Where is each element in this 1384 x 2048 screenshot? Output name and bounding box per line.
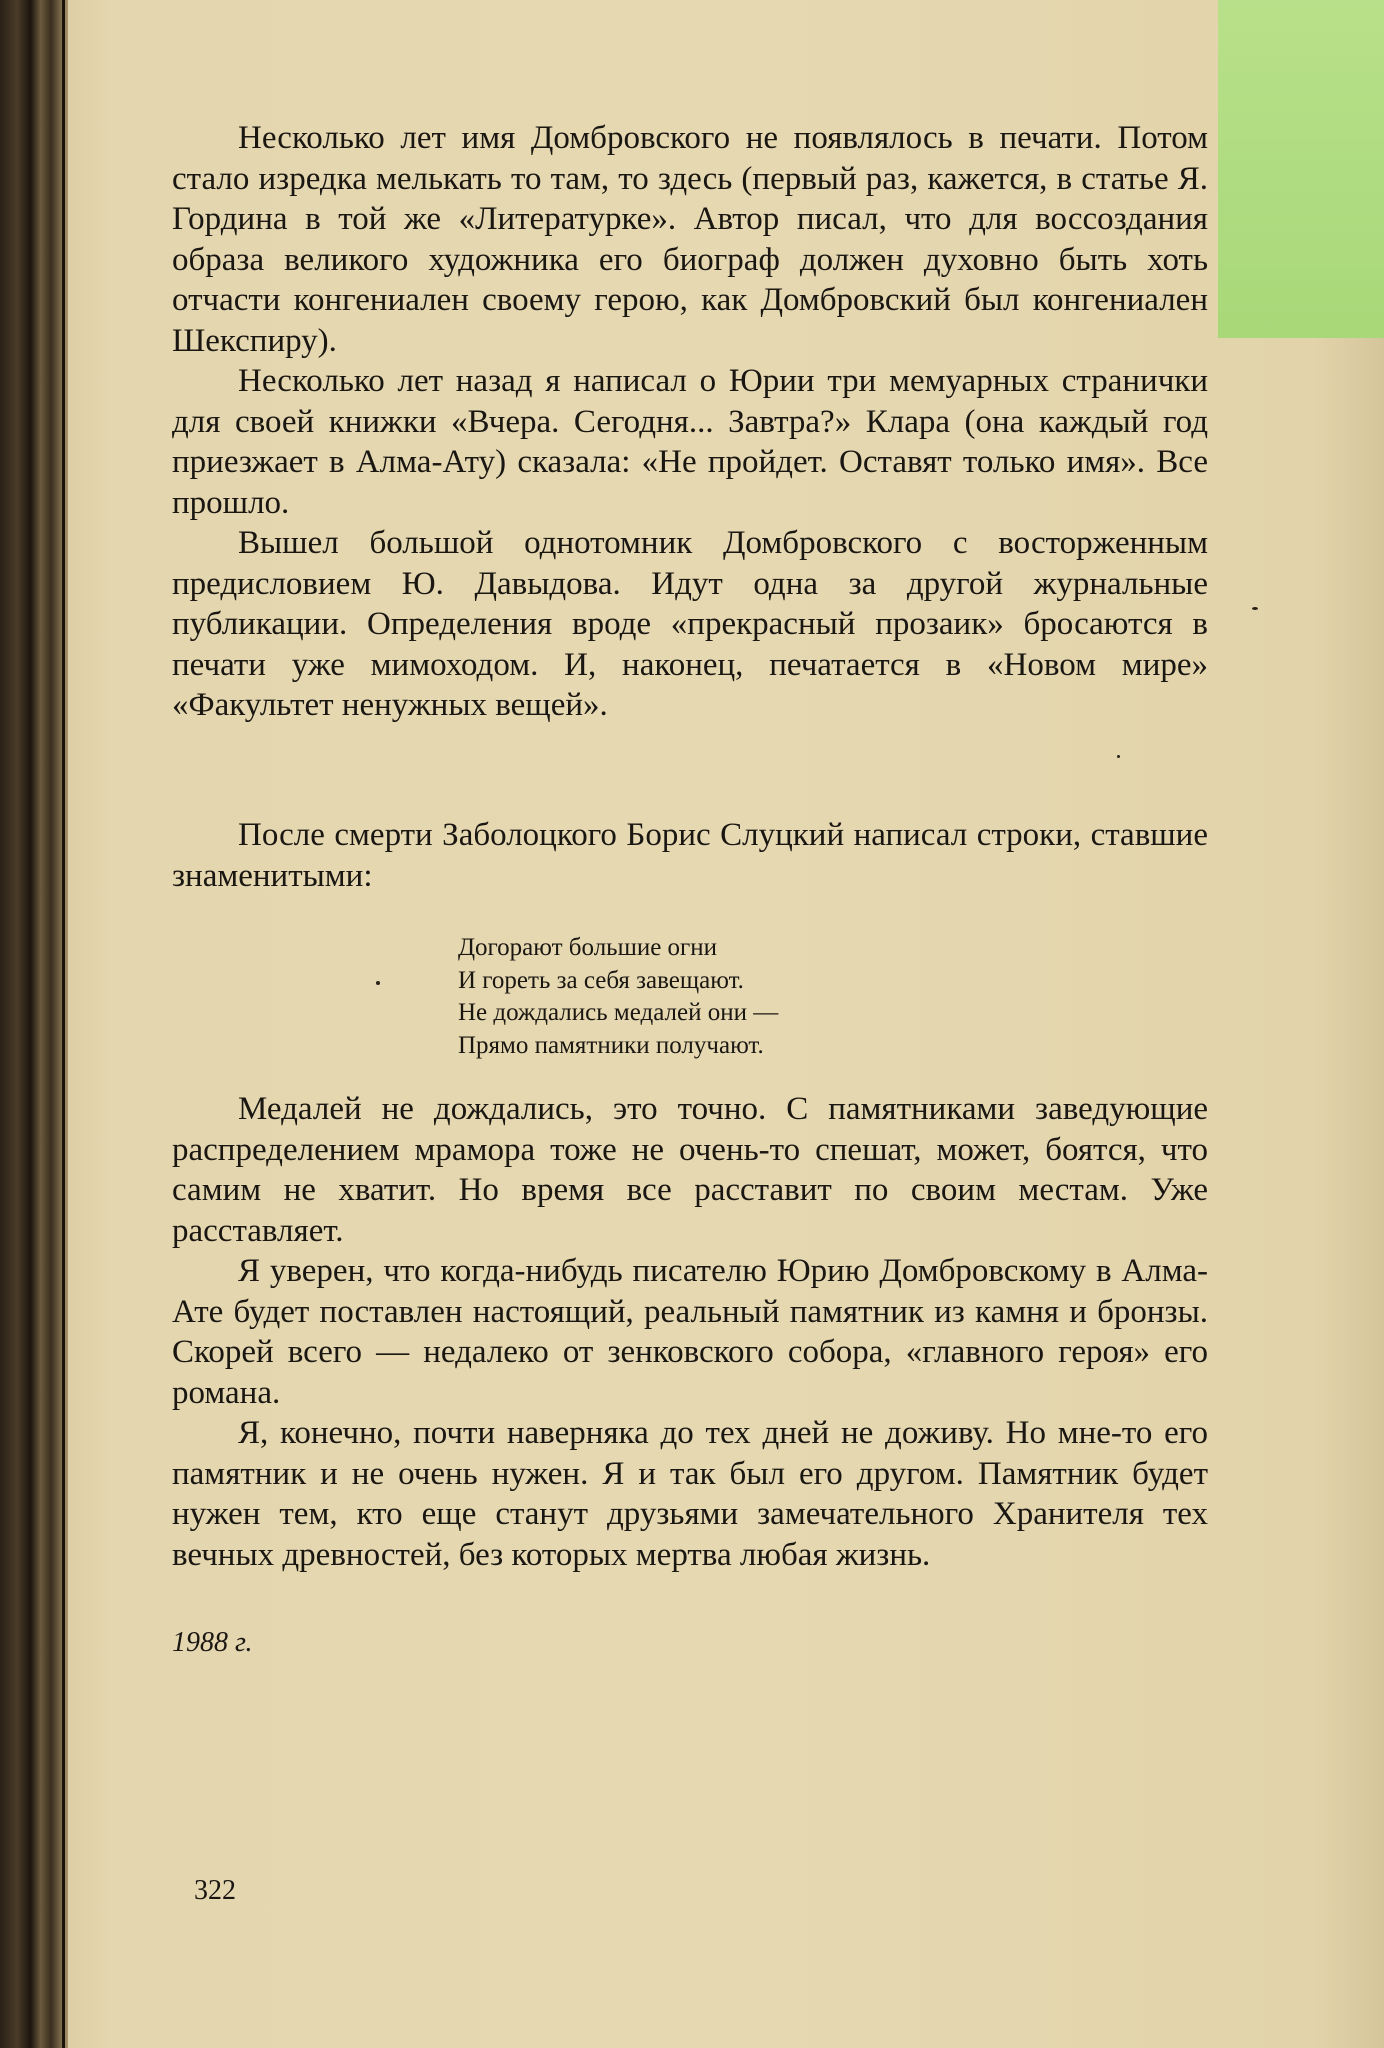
print-speck bbox=[376, 981, 380, 985]
poem-quote bbox=[458, 932, 778, 1062]
paragraph: Я, конечно, почти наверняка до тех дней не доживу. Но мне-то его памятник и не очень нужен. Я и так был его другом. Памятник будет нужен тем, кто еще станут друзьями замечательного Хранителя тех вечных древностей, без которых мертва любая жизнь. bbox=[172, 1415, 1208, 1573]
print-speck bbox=[1252, 607, 1258, 610]
text-block-3 bbox=[172, 1089, 1208, 1575]
paragraph: Медалей не дождались, это точно. С памятниками заведующие распределением мрамора тоже не очень-то спешат, может, боятся, что самим не хватит. Но время все расставит по своим местам. Уже расставляет. bbox=[172, 1091, 1208, 1249]
print-speck bbox=[1117, 755, 1120, 758]
page-edge bbox=[62, 0, 65, 2048]
text-block-2 bbox=[172, 815, 1208, 896]
poem-line: Догорают большие огни bbox=[458, 934, 718, 961]
poem-line: Не дождались медалей они — bbox=[458, 999, 779, 1026]
date-signature: 1988 г. bbox=[172, 1627, 253, 1658]
poem-line: И гореть за себя завещают. bbox=[458, 966, 744, 994]
paragraph: После смерти Заболоцкого Борис Слуцкий написал строки, ставшие знаменитыми: bbox=[172, 817, 1208, 894]
text-block-1 bbox=[172, 118, 1208, 726]
paragraph: Несколько лет назад я написал о Юрии три мемуарных странички для своей книжки «Вчера. Сегодня... Завтра?» Клара (она каждый год приезжает в Алма-Ату) сказала: «Не пройдет. Оставят только имя». Все прошло. bbox=[172, 363, 1208, 521]
paragraph: Вышел большой однотомник Домбровского с восторженным предисловием Ю. Давыдова. Идут одна за другой журнальные публикации. Определения вроде «прекрасный прозаик» бросаются в печати уже мимоходом. И, наконец, печатается в «Новом мире» «Факультет ненужных вещей». bbox=[172, 525, 1208, 723]
paragraph: Я уверен, что когда-нибудь писателю Юрию Домбровскому в Алма-Ате будет поставлен настоящий, реальный памятник из камня и бронзы. Скорей всего — недалеко от зенковского собора, «главного героя» его романа. bbox=[172, 1253, 1208, 1411]
sticky-note-tab bbox=[1218, 0, 1384, 338]
book-spine bbox=[0, 0, 68, 2048]
page-number: 322 bbox=[194, 1875, 236, 1906]
poem-line: Прямо памятники получают. bbox=[458, 1031, 764, 1059]
paragraph: Несколько лет имя Домбровского не появлялось в печати. Потом стало изредка мелькать то там, то здесь (первый раз, кажется, в статье Я. Гордина в той же «Литературке». Автор писал, что для воссоздания образа великого художника его биограф должен духовно быть хоть отчасти конгениален своему герою, как Домбровский был конгениален Шекспиру). bbox=[172, 120, 1208, 359]
